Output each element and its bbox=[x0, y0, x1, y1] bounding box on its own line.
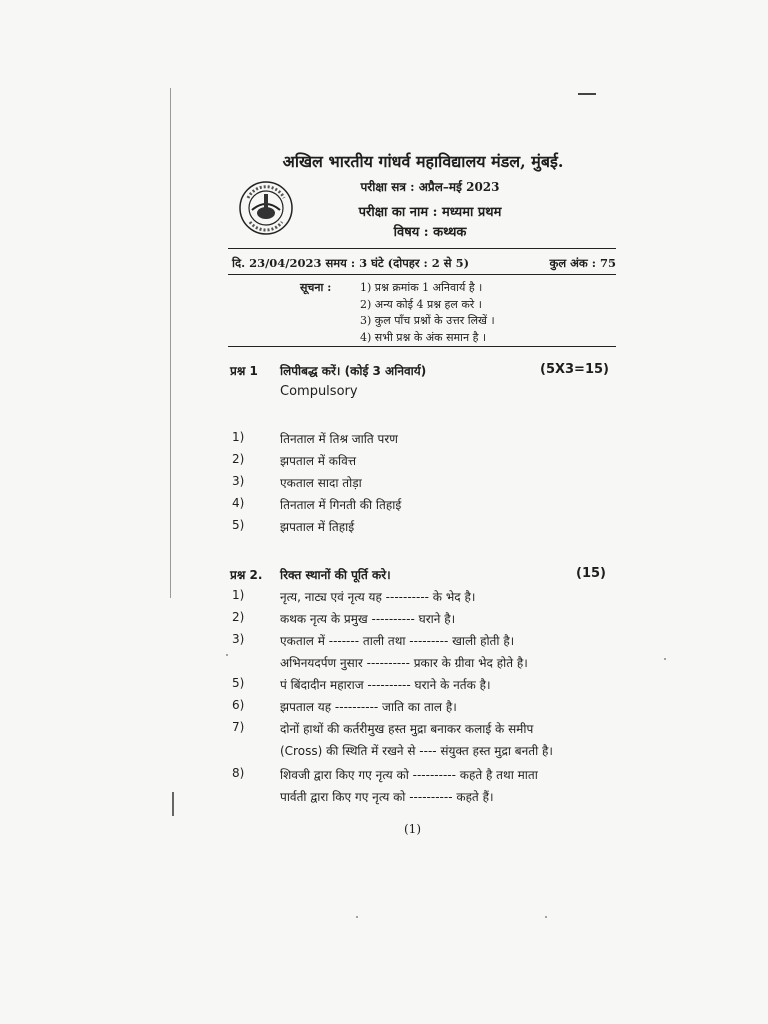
top-dash bbox=[578, 93, 596, 95]
scan-speck bbox=[226, 654, 228, 656]
divider-top bbox=[228, 248, 616, 249]
scan-speck bbox=[664, 658, 666, 660]
q2-number: प्रश्न 2. bbox=[230, 568, 263, 582]
notice-list bbox=[360, 280, 495, 346]
exam-name: परीक्षा का नाम : मध्यमा प्रथम bbox=[358, 205, 502, 220]
notice-item: 1) प्रश्न क्रमांक 1 अनिवार्य है । bbox=[360, 281, 483, 294]
q2-title: रिक्त स्थानों की पूर्ति करे। bbox=[280, 568, 391, 582]
institution-seal bbox=[238, 180, 294, 236]
scan-mark bbox=[172, 792, 174, 816]
date-time: दि. 23/04/2023 समय : 3 घंटे (दोपहर : 2 से 5) bbox=[232, 256, 470, 270]
institution-name: अखिल भारतीय गांधर्व महाविद्यालय मंडल, मुंबई. bbox=[282, 152, 564, 171]
total-marks: कुल अंक : 75 bbox=[549, 256, 616, 270]
exam-subject: विषय : कथ्थक bbox=[393, 225, 467, 240]
notice-item: 2) अन्य कोई 4 प्रश्न हल करे । bbox=[360, 297, 482, 311]
notice-item: 4) सभी प्रश्न के अंक समान है । bbox=[360, 330, 487, 344]
divider-notice bbox=[228, 346, 616, 347]
q1-number: प्रश्न 1 bbox=[230, 364, 258, 378]
document-page: अखिल भारतीय गांधर्व महाविद्यालय मंडल, मुंबई. परीक्षा सत्र : अप्रैल–मई 2023 परीक्षा का नाम : मध्यमा प्रथम विषय : कथ्थक दि. 23/04/2023 समय : 3 घंटे (दोपहर : 2 से 5) कुल अंक : 75 सूचना : 1) प्रश्न क्रमांक 1 अनिवार्य है । 2) अन्य कोई 4 प्रश्न हल करे । 3) कुल पाँच प्रश्नों के उत्तर लिखें । 4) सभी प्रश्न के अंक समान है । प्रश्न 1 लिपीबद्ध करें। (कोई 3 अनिवार्य) (5X3=15) Compulsory 1) तिनताल में तिश्र जाति परण 2) झपताल में कवित्त 3) एकताल सादा तोड़ा 4) तिनताल में गिनती की तिहाई 5) झपताल में तिहाई प्रश्न 2. रिक्त स्थानों की पूर्ति करे। (15) 1) नृत्य, नाट्य एवं नृत्य यह ---------- के भेद है। 2) कथक नृत्य के प्रमुख ---------- घराने है। 3) एकताल में ------- ताली तथा --------- खाली होती है। अभिनयदर्पण नुसार ---------- प्रकार के ग्रीवा भेद होते है। 5) पं बिंदादीन महाराज ---------- घराने के नर्तक है। 6) झपताल यह ---------- जाति का ताल है। 7) दोनों हाथों की कर्तरीमुख हस्त मुद्रा बनाकर कलाई के समीप (Cross) की स्थिति में रखने से ---- संयुक्त हस्त मुद्रा बनती है। 8) शिवजी द्वारा किए गए नृत्य को ---------- कहते है तथा माता पार्वती द्वारा किए गए नृत्य को ---------- कहते हैं। (1) bbox=[0, 0, 768, 1024]
divider-bottom bbox=[228, 274, 616, 275]
q1-title: लिपीबद्ध करें। (कोई 3 अनिवार्य) bbox=[280, 364, 427, 378]
notice-item: 3) कुल पाँच प्रश्नों के उत्तर लिखें । bbox=[360, 314, 495, 327]
scan-speck bbox=[356, 916, 358, 918]
notice-label: सूचना : bbox=[300, 281, 332, 294]
page-number: (1) bbox=[404, 822, 421, 836]
q2-marks: (15) bbox=[576, 566, 606, 581]
scan-edge-line bbox=[170, 88, 171, 598]
scan-speck bbox=[545, 916, 547, 918]
q1-marks: (5X3=15) bbox=[540, 362, 609, 377]
q1-compulsory-note: Compulsory bbox=[280, 384, 358, 399]
exam-session: परीक्षा सत्र : अप्रैल–मई 2023 bbox=[360, 180, 500, 194]
